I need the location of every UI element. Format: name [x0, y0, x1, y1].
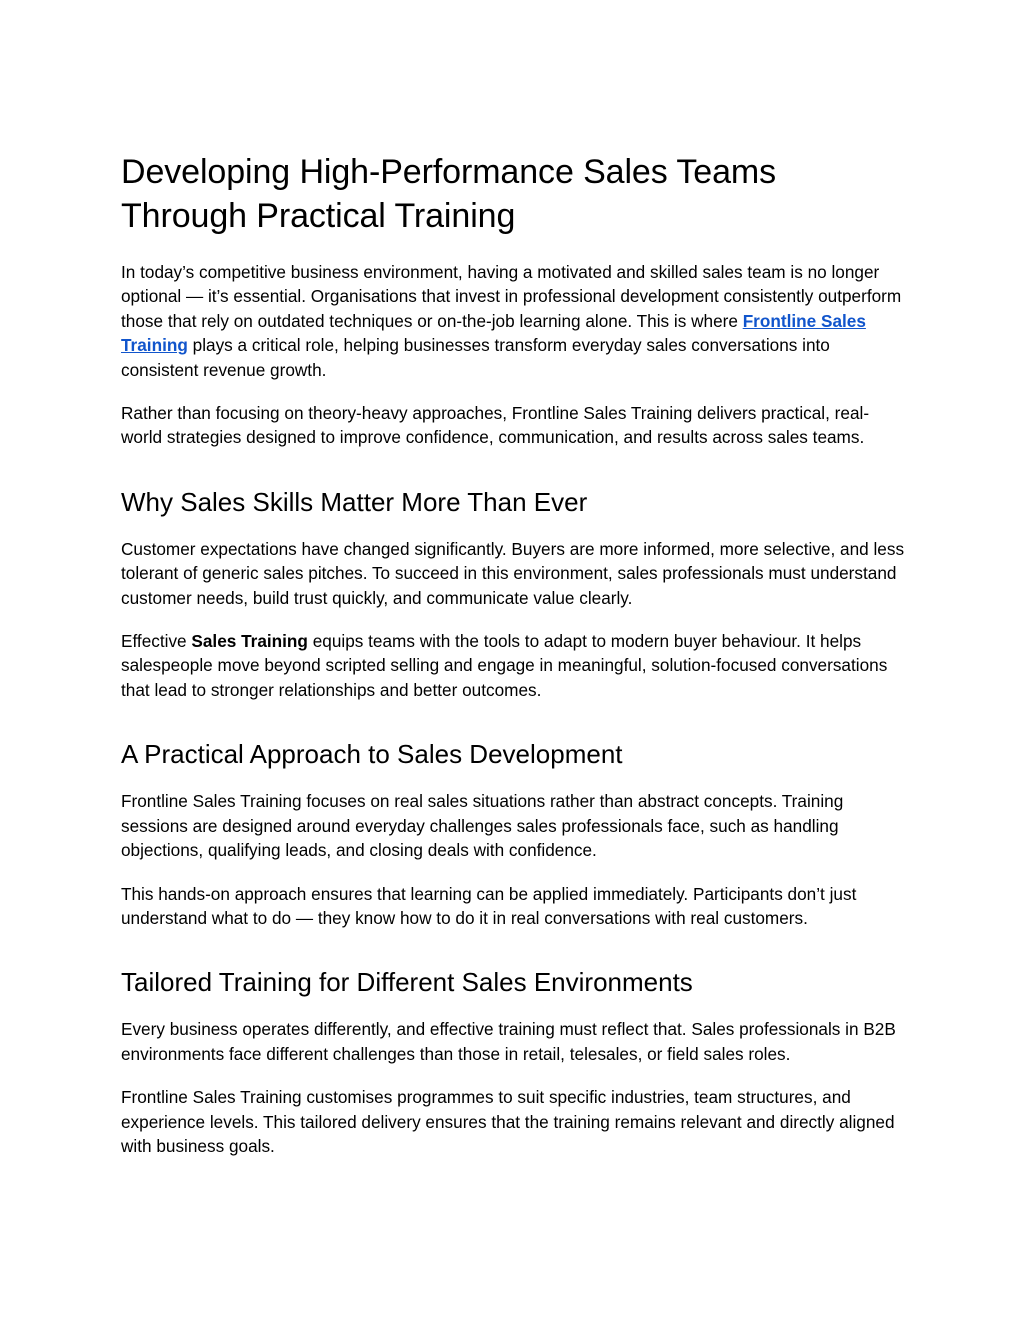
tailored-training-paragraph-2: Frontline Sales Training customises programmes to suit specific industries, team structures, and experience levels. This tailored delivery ensures that the training remains relevant and directly aligned with business goals.	[121, 1087, 895, 1156]
document-page	[121, 150, 906, 1177]
frontline-sales-training-link[interactable]: Frontline Sales Training	[121, 310, 866, 356]
section-heading-practical-approach: A Practical Approach to Sales Development	[121, 739, 623, 770]
intro-paragraph-1	[121, 260, 906, 382]
sales-skills-paragraph-1: Customer expectations have changed significantly. Buyers are more informed, more selective, and less tolerant of generic sales pitches. To succeed in this environment, sales professionals must understand customer needs, build trust quickly, and communicate value clearly.	[121, 538, 905, 608]
section-heading-sales-skills: Why Sales Skills Matter More Than Ever	[121, 486, 588, 517]
sales-training-bold-term: Sales Training	[191, 631, 308, 652]
page-title: Developing High-Performance Sales Teams Through Practical Training	[121, 153, 777, 235]
sales-skills-text-before-bold: Effective	[121, 631, 192, 652]
intro-paragraph-2: Rather than focusing on theory-heavy approaches, Frontline Sales Training delivers practical, real-world strategies designed to improve confidence, communication, and results across sales teams.	[121, 403, 870, 448]
section-heading-tailored-training: Tailored Training for Different Sales Environments	[121, 967, 693, 998]
intro-text-before-link: In today’s competitive business environment, having a motivated and skilled sales team is no longer optional — it’s essential. Organisations that invest in professional development consistently outperform those that rely on outdated techniques or on-the-job learning alone. This is where	[121, 262, 902, 331]
intro-text-after-link: plays a critical role, helping businesses transform everyday sales conversations into consistent revenue growth.	[121, 335, 830, 380]
practical-approach-paragraph-2: This hands-on approach ensures that learning can be applied immediately. Participants don’t just understand what to do — they know how to do it in real conversations with real customers.	[121, 883, 857, 928]
sales-skills-paragraph-2	[121, 629, 906, 702]
sales-skills-text-after-bold: equips teams with the tools to adapt to modern buyer behaviour. It helps salespeople move beyond scripted selling and engage in meaningful, solution-focused conversations that lead to stronger relationships and better outcomes.	[121, 631, 888, 700]
tailored-training-paragraph-1: Every business operates differently, and effective training must reflect that. Sales professionals in B2B environments face different challenges than those in retail, telesales, or field sales roles.	[121, 1019, 896, 1064]
practical-approach-paragraph-1: Frontline Sales Training focuses on real sales situations rather than abstract concepts. Training sessions are designed around everyday challenges sales professionals face, such as handling objections, qualifying leads, and closing deals with confidence.	[121, 791, 844, 861]
